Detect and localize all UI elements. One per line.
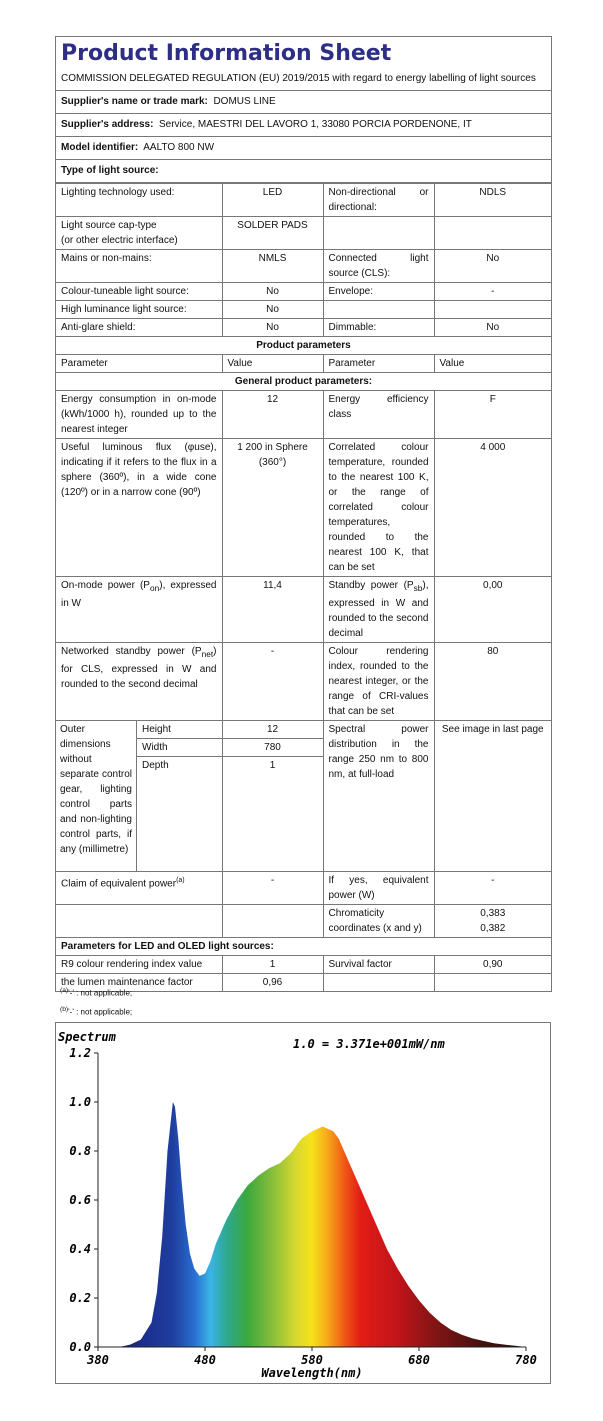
y-tick-label: 0.2: [69, 1291, 91, 1305]
regulation-text: COMMISSION DELEGATED REGULATION (EU) 2019/2015 with regard to energy labelling of light sources: [56, 69, 551, 91]
type-value-2: [434, 217, 551, 250]
type-value-2: No: [434, 250, 551, 283]
general-value: 12: [222, 391, 323, 439]
led-value: 1: [222, 956, 323, 974]
product-params-heading: Product parameters: [56, 337, 551, 355]
type-label: Colour-tuneable light source:: [56, 283, 222, 301]
spectrum-chart: [55, 1022, 551, 1384]
type-row: [56, 301, 551, 319]
type-label: Mains or non-mains:: [56, 250, 222, 283]
chroma-label: Chromaticity coordinates (x and y): [323, 905, 434, 938]
x-tick-label: 580: [301, 1353, 323, 1367]
cri-value: 80: [434, 643, 551, 721]
type-value-2: NDLS: [434, 184, 551, 217]
x-tick-label: 480: [194, 1353, 216, 1367]
led-label-2: Survival factor: [323, 956, 434, 974]
dimensions-cell: [56, 721, 222, 872]
type-value: NMLS: [222, 250, 323, 283]
networked-value: -: [222, 643, 323, 721]
led-row: [56, 956, 551, 974]
footnote-a: $^{(a)}$'-' : not applicable;: [60, 987, 133, 998]
type-label: Anti-glare shield:: [56, 319, 222, 337]
info-sheet: [55, 36, 552, 992]
led-label: the lumen maintenance factor: [56, 974, 222, 992]
depth-value: 1: [269, 760, 276, 771]
y-tick-label: 0.0: [69, 1340, 91, 1354]
general-heading: General product parameters:: [56, 373, 551, 391]
y-tick-label: 0.4: [69, 1242, 91, 1256]
equiv-power-value: -: [434, 872, 551, 905]
x-tick-label: 780: [515, 1353, 537, 1367]
col-header-param: Parameter: [56, 355, 222, 373]
equiv-value: -: [222, 872, 323, 905]
general-label-2: Correlated colour temperature, rounded to the nearest 100 K, or the range of correlated colour temperatures, rounded to the nearest 100 K, that can be set: [323, 439, 434, 577]
general-row: [56, 391, 551, 439]
type-row: [56, 319, 551, 337]
model-row: Model identifier: AALTO 800 NW: [56, 137, 551, 160]
product-params: [56, 337, 551, 391]
type-label-2: Envelope:: [323, 283, 434, 301]
spd-label: Spectral power distribution in the range 250 nm to 800 nm, at full-load: [323, 721, 434, 872]
chroma-row: [56, 905, 551, 938]
type-value: No: [222, 301, 323, 319]
on-mode-value: 11,4: [222, 577, 323, 643]
spectrum-svg: [56, 1023, 550, 1383]
type-value-2: -: [434, 283, 551, 301]
general-value-2: 4 000: [434, 439, 551, 577]
depth-label: Depth: [142, 760, 169, 771]
page-title: Product Information Sheet: [61, 41, 392, 66]
type-heading: Type of light source:: [56, 160, 551, 183]
width-label: Width: [137, 739, 222, 757]
spd-value: See image in last page: [434, 721, 551, 872]
networked-row: [56, 643, 551, 721]
standby-value: 0,00: [434, 577, 551, 643]
type-value: No: [222, 283, 323, 301]
x-tick-label: 380: [87, 1353, 109, 1367]
footnote-b: $^{(b)}$'-' : not applicable;: [60, 1005, 133, 1017]
type-value: No: [222, 319, 323, 337]
type-label-2: Connected light source (CLS):: [323, 250, 434, 283]
col-header-value-2: Value: [434, 355, 551, 373]
type-label-2: Non-directional or directional:: [323, 184, 434, 217]
cri-label: Colour rendering index, rounded to the nearest integer, or the range of CRI-values that can be set: [323, 643, 434, 721]
col-header-value: Value: [222, 355, 323, 373]
led-heading: Parameters for LED and OLED light sources:: [56, 938, 551, 956]
standby-label: Standby power $(P_{sb})$, expressed in W and rounded to the second decimal: [323, 577, 434, 643]
type-label: High luminance light source:: [56, 301, 222, 319]
type-label-2: [323, 301, 434, 319]
general-value-2: F: [434, 391, 551, 439]
led-label-2: [323, 974, 434, 992]
y-tick-label: 1.2: [69, 1046, 91, 1060]
networked-label: Networked standby power $(P_{net})$ for CLS, expressed in W and rounded to the second decimal: [56, 643, 222, 721]
height-value: 12: [223, 721, 323, 739]
type-value-2: No: [434, 319, 551, 337]
type-label: Light source cap-type (or other electric interface): [56, 217, 222, 250]
y-tick-label: 0.8: [69, 1144, 91, 1158]
chroma-values: 0,383 0,382: [434, 905, 551, 938]
type-row: [56, 184, 551, 217]
general-row: [56, 439, 551, 577]
width-value: 780: [223, 739, 323, 757]
type-label-2: Dimmable:: [323, 319, 434, 337]
parameters-table: [56, 183, 551, 991]
dimensions-label: Outer dimensions without separate control gear, lighting control parts and non-lighting control parts, if any (millimetre): [56, 721, 137, 871]
general-label: Energy consumption in on-mode (kWh/1000 h), rounded up to the nearest integer: [56, 391, 222, 439]
general-value: 1 200 in Sphere (360°): [222, 439, 323, 577]
type-value-2: [434, 301, 551, 319]
type-value: SOLDER PADS: [222, 217, 323, 250]
y-tick-label: 0.6: [69, 1193, 91, 1207]
y-tick-label: 1.0: [69, 1095, 91, 1109]
dimensions-values: [222, 721, 323, 872]
spectrum-area: [98, 1102, 526, 1347]
chart-title: Spectrum: [58, 1030, 116, 1044]
equiv-label: Claim of equivalent power$^{(a)}$: [56, 872, 222, 905]
height-label: Height: [137, 721, 222, 739]
type-row: [56, 283, 551, 301]
col-header-param-2: Parameter: [323, 355, 434, 373]
dimensions-row: [56, 721, 551, 872]
supplier-name-row: Supplier's name or trade mark: DOMUS LINE: [56, 91, 551, 114]
chart-annotation: 1.0 = 3.371e+001mW/nm: [293, 1037, 445, 1051]
type-value: LED: [222, 184, 323, 217]
type-label: Lighting technology used:: [56, 184, 222, 217]
type-row: [56, 250, 551, 283]
x-axis-label: Wavelength(nm): [261, 1366, 363, 1380]
on-mode-row: [56, 577, 551, 643]
power-rows: [56, 577, 551, 956]
footnotes: [60, 983, 132, 1020]
type-row: [56, 217, 551, 250]
led-value-2: 0,90: [434, 956, 551, 974]
equiv-power-label: If yes, equivalent power (W): [323, 872, 434, 905]
general-label-2: Energy efficiency class: [323, 391, 434, 439]
supplier-address-row: Supplier's address: Service, MAESTRI DEL LAVORO 1, 33080 PORCIA PORDENONE, IT: [56, 114, 551, 137]
led-value: 0,96: [222, 974, 323, 992]
general-label: Useful luminous flux (φuse), indicating if it refers to the flux in a sphere (360º), in a wide cone (120º) or in a narrow cone (90º): [56, 439, 222, 577]
x-tick-label: 680: [408, 1353, 430, 1367]
equiv-row: [56, 872, 551, 905]
led-value-2: [434, 974, 551, 992]
on-mode-label: On-mode power $(P_{on})$, expressed in W: [56, 577, 222, 643]
type-rows: [56, 184, 551, 337]
general-rows: [56, 391, 551, 577]
type-label-2: [323, 217, 434, 250]
led-label: R9 colour rendering index value: [56, 956, 222, 974]
